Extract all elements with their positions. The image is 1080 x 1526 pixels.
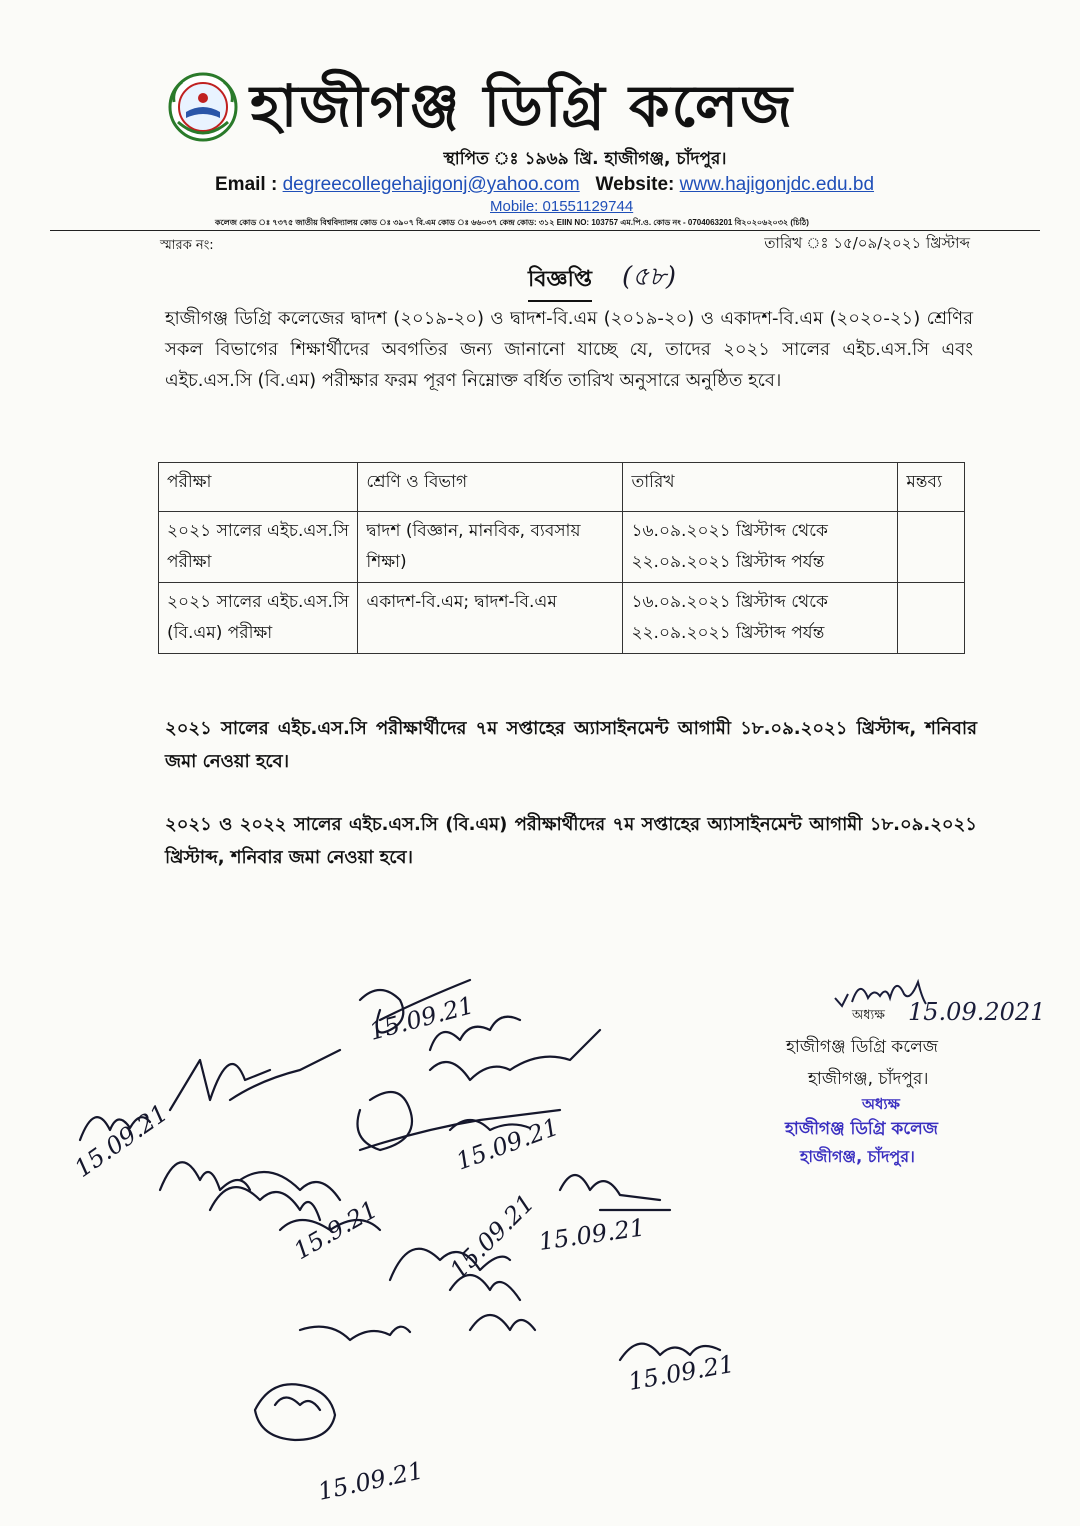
- handwritten-date: 15.9.21: [289, 1195, 383, 1266]
- table-cell: ১৬.০৯.২০২১ খ্রিস্টাব্দ থেকে ২২.০৯.২০২১ খ্রিস্টাব্দ পর্যন্ত: [623, 583, 898, 654]
- notice-title: বিজ্ঞপ্তি: [528, 262, 592, 302]
- table-cell: ১৬.০৯.২০২১ খ্রিস্টাব্দ থেকে ২২.০৯.২০২১ খ্রিস্টাব্দ পর্যন্ত: [623, 512, 898, 583]
- established-line: স্থাপিত ঃ ১৯৬৯ খ্রি. হাজীগঞ্জ, চাঁদপুর।: [443, 149, 727, 169]
- handwritten-date: 15.09.21: [444, 1188, 540, 1285]
- table-cell: [898, 583, 965, 654]
- handwritten-date: 15.09.21: [366, 991, 477, 1046]
- signature-address: হাজীগঞ্জ, চাঁদপুর।: [808, 1069, 929, 1089]
- handwritten-date: 15.09.21: [452, 1112, 563, 1176]
- header-divider: [50, 230, 1040, 231]
- teacher-signatures: [0, 960, 1080, 1520]
- stamp-address: হাজীগঞ্জ, চাঁদপুর।: [800, 1147, 915, 1166]
- handwritten-date: 15.09.21: [536, 1213, 647, 1256]
- table-cell: একাদশ-বি.এম; দ্বাদশ-বি.এম: [358, 583, 623, 654]
- memo-number: স্মারক নং:: [160, 238, 214, 253]
- stamp-title: অধ্যক্ষ: [862, 1095, 900, 1113]
- table-header-row: [159, 463, 965, 512]
- table-header: তারিখ: [623, 463, 898, 512]
- notice-paragraph: হাজীগঞ্জ ডিগ্রি কলেজের দ্বাদশ (২০১৯-২০) ও দ্বাদশ-বি.এম (২০১৯-২০) ও একাদশ-বি.এম (২০২০-২১) শ্রেণির সকল বিভাগের শিক্ষার্থীদের অবগতির জন্য জানানো যাচ্ছে যে, তাদের ২০২১ সালের এইচ.এস.সি এবং এইচ.এস.সি (বি.এম) পরীক্ষার ফরম পূরণ নিম্নোক্ত বর্ধিত তারিখ অনুসারে অনুষ্ঠিত হবে।: [165, 308, 973, 391]
- stamp-college: হাজীগঞ্জ ডিগ্রি কলেজ: [785, 1119, 939, 1139]
- table-header: পরীক্ষা: [159, 463, 358, 512]
- handwritten-date: 15.09.21: [626, 1349, 737, 1396]
- college-name: হাজীগঞ্জ ডিগ্রি কলেজ: [250, 72, 795, 140]
- notice-date: তারিখ ঃ ১৫/০৯/২০২১ খ্রিস্টাব্দ: [764, 234, 970, 252]
- handwritten-date: 15.09.21: [69, 1098, 173, 1183]
- email-label: Email :: [215, 174, 278, 195]
- principal-signature-date: 15.09.2021: [908, 998, 1046, 1026]
- website-link[interactable]: www.hajigonjdc.edu.bd: [679, 174, 875, 195]
- principal-title: অধ্যক্ষ: [852, 1008, 885, 1023]
- announcement: ২০২১ ও ২০২২ সালের এইচ.এস.সি (বি.এম) পরীক্ষার্থীদের ৭ম সপ্তাহের অ্যাসাইনমেন্ট আগামী ১৮.০৯.২০২১ খ্রিস্টাব্দ, শনিবার জমা নেওয়া হবে।: [165, 814, 977, 868]
- table-cell: ২০২১ সালের এইচ.এস.সি (বি.এম) পরীক্ষা: [159, 583, 358, 654]
- announcement: ২০২১ সালের এইচ.এস.সি পরীক্ষার্থীদের ৭ম সপ্তাহের অ্যাসাইনমেন্ট আগামী ১৮.০৯.২০২১ খ্রিস্টাব্দ, শনিবার জমা নেওয়া হবে।: [165, 718, 977, 772]
- mobile-number: Mobile: 01551129744: [490, 198, 634, 215]
- table-header: শ্রেণি ও বিভাগ: [358, 463, 623, 512]
- table-cell: দ্বাদশ (বিজ্ঞান, মানবিক, ব্যবসায় শিক্ষা): [358, 512, 623, 583]
- email-link[interactable]: degreecollegehajigonj@yahoo.com: [282, 174, 580, 195]
- table-header: মন্তব্য: [898, 463, 965, 512]
- website-label: Website:: [595, 174, 675, 195]
- institution-codes: কলেজ কোড ঃ ৭৩৭৫ জাতীয় বিশ্ববিদ্যালয় কোড ঃ ৩৯০৭ বি.এম কোড ঃ ৬৬০৩৭ কেন্দ্র কোড: ৩১২ EIIN NO: 103757 এম.পি.ও. কোড নং - 0704063201 বি২০২০৬২০৩২ (চিঠি): [215, 218, 809, 227]
- schedule-table: [158, 462, 965, 654]
- table-cell: ২০২১ সালের এইচ.এস.সি পরীক্ষা: [159, 512, 358, 583]
- college-logo-icon: [168, 72, 238, 142]
- notice-number: (৫৮): [622, 262, 677, 292]
- signature-college: হাজীগঞ্জ ডিগ্রি কলেজ: [786, 1037, 938, 1057]
- table-cell: [898, 512, 965, 583]
- handwritten-date: 15.09.21: [315, 1456, 426, 1506]
- table-row: [159, 512, 965, 583]
- contact-line: [215, 174, 874, 196]
- table-row: [159, 583, 965, 654]
